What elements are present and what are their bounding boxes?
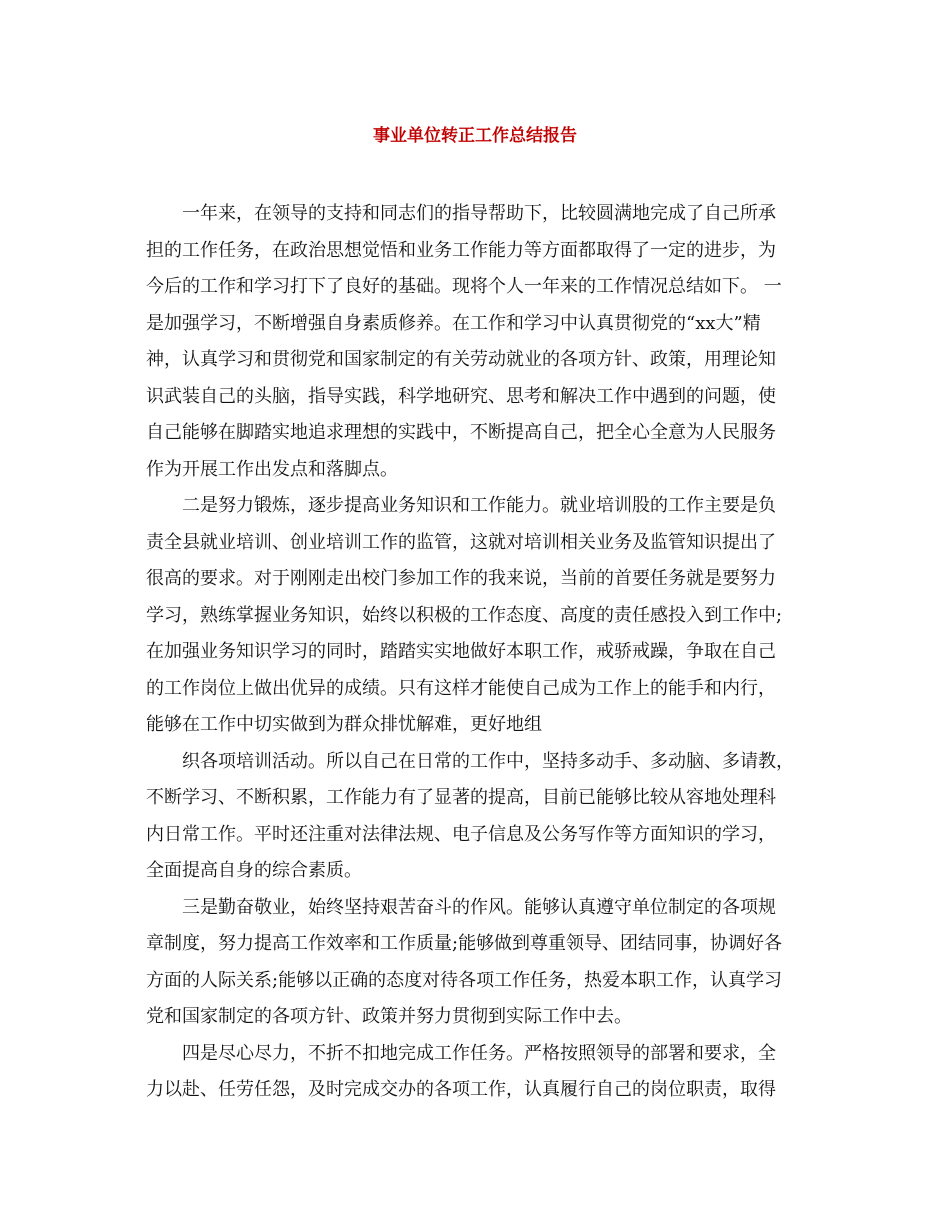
body-line: 章制度，努力提高工作效率和工作质量;能够做到尊重领导、团结同事，协调好各	[146, 933, 783, 954]
body-line: 的工作岗位上做出优异的成绩。只有这样才能使自己成为工作上的能手和内行，	[146, 677, 776, 699]
body-line: 四是尽心尽力，不折不扣地完成工作任务。严格按照领导的部署和要求，全	[182, 1042, 776, 1064]
document-body	[146, 196, 806, 1109]
body-line: 方面的人际关系;能够以正确的态度对待各项工作任务，热爱本职工作，认真学习	[146, 969, 783, 991]
body-line: 不断学习、不断积累，工作能力有了显著的提高，目前已能够比较从容地处理科	[146, 787, 776, 808]
body-line: 二是努力锻炼，逐步提高业务知识和工作能力。就业培训股的工作主要是负	[182, 495, 776, 516]
body-line: 自己能够在脚踏实地追求理想的实践中，不断提高自己，把全心全意为人民服务	[146, 422, 776, 443]
body-line: 今后的工作和学习打下了良好的基础。现将个人一年来的工作情况总结如下。 一	[146, 276, 782, 297]
body-line: 学习，熟练掌握业务知识，始终以积极的工作态度、高度的责任感投入到工作中;	[146, 604, 783, 626]
body-line: 三是勤奋敬业，始终坚持艰苦奋斗的作风。能够认真遵守单位制定的各项规	[182, 896, 776, 918]
body-line: 神，认真学习和贯彻党和国家制定的有关劳动就业的各项方针、政策，用理论知	[146, 349, 776, 370]
body-line: 能够在工作中切实做到为群众排忧解难，更好地组	[146, 714, 542, 735]
body-line: 织各项培训活动。所以自己在日常的工作中，坚持多动手、多动脑、多请教，	[182, 750, 794, 772]
body-line: 识武装自己的头脑，指导实践，科学地研究、思考和解决工作中遇到的问题，使	[146, 385, 776, 407]
body-line: 担的工作任务，在政治思想觉悟和业务工作能力等方面都取得了一定的进步，为	[146, 239, 776, 261]
body-line: 力以赴、任劳任怨，及时完成交办的各项工作，认真履行自己的岗位职责，取得	[146, 1079, 776, 1100]
body-line: 责全县就业培训、创业培训工作的监管，这就对培训相关业务及监管知识提出了	[146, 531, 776, 553]
body-line: 在加强业务知识学习的同时，踏踏实实地做好本职工作，戒骄戒躁，争取在自己	[146, 641, 776, 662]
document-title: 事业单位转正工作总结报告	[373, 126, 577, 146]
body-line: 内日常工作。平时还注重对法律法规、电子信息及公务写作等方面知识的学习，	[146, 823, 776, 845]
body-line: 党和国家制定的各项方针、政策并努力贯彻到实际工作中去。	[146, 1006, 632, 1027]
body-line: 作为开展工作出发点和落脚点。	[146, 458, 398, 480]
body-line: 是加强学习，不断增强自身素质修养。在工作和学习中认真贯彻党的“xx大”精	[146, 312, 761, 334]
body-line: 全面提高自身的综合素质。	[146, 860, 362, 881]
body-line: 很高的要求。对于刚刚走出校门参加工作的我来说，当前的首要任务就是要努力	[146, 568, 776, 589]
body-line: 一年来，在领导的支持和同志们的指导帮助下，比较圆满地完成了自己所承	[182, 203, 776, 224]
